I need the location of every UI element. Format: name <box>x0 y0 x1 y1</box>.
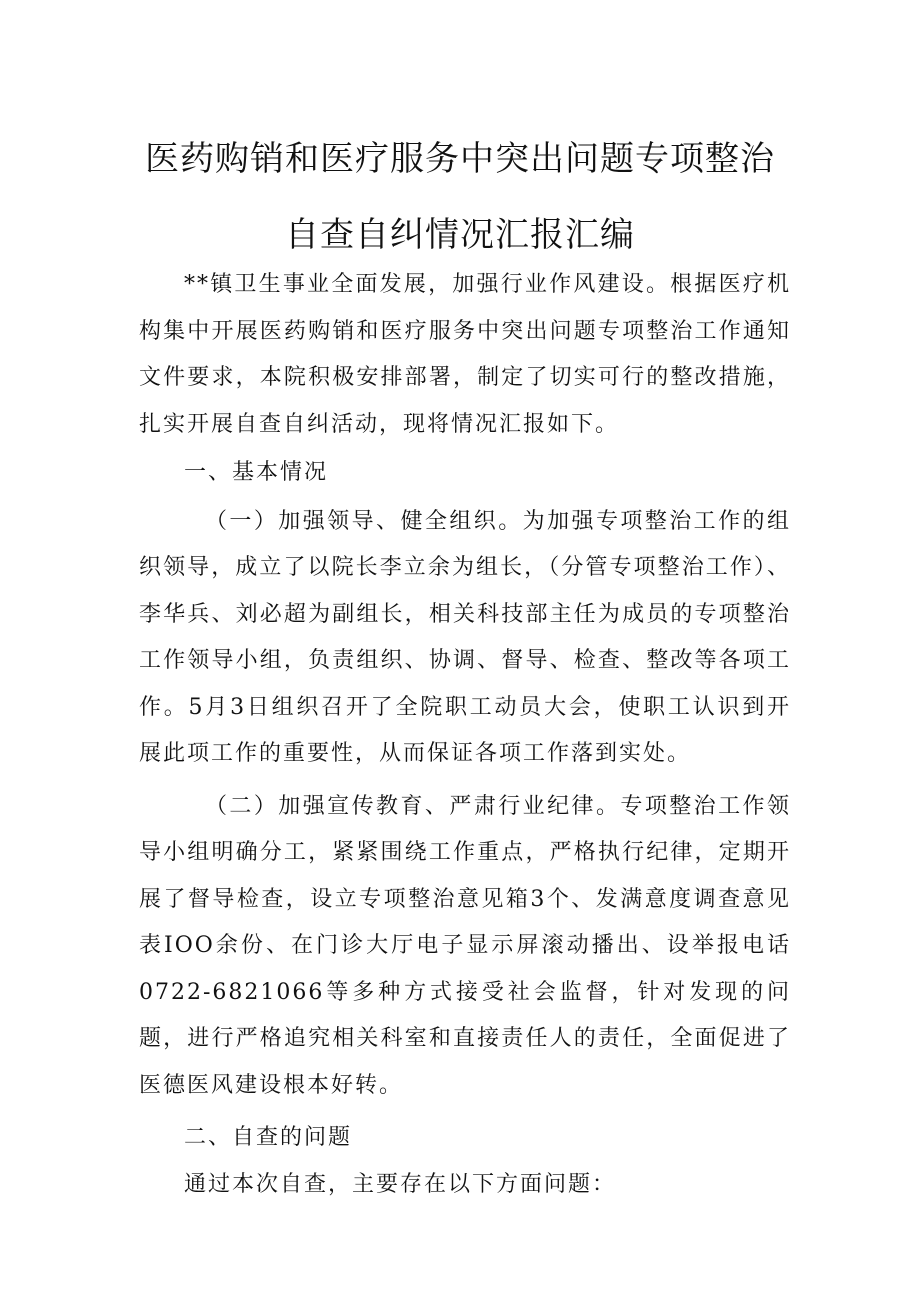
paragraph-publicity: （二）加强宣传教育、严肃行业纪律。专项整治工作领导小组明确分工，紧紧围绕工作重点，严格执行纪律，定期开展了督导检查，设立专项整治意见箱3个、发满意度调查意见表IOO余份、在门诊大厅电子显示屏滚动播出、设举报电话0722-6821066等多种方式接受社会监督，针对发现的问题，进行严格追究相关科室和直接责任人的责任，全面促进了医德医风建设根本好转。 <box>139 793 791 1098</box>
document-title-line-1: 医药购销和医疗服务中突出问题专项整治 <box>145 139 775 179</box>
section-heading-basic-situation: 一、基本情况 <box>184 460 329 485</box>
section-heading-self-check-problems: 二、自查的问题 <box>184 1125 353 1150</box>
paragraph-leadership: （一）加强领导、健全组织。为加强专项整治工作的组织领导，成立了以院长李立余为组长，（分管专项整治工作）、李华兵、刘必超为副组长，相关科技部主任为成员的专项整治工作领导小组，负责组织、协调、督导、检查、整改等各项工作。5月3日组织召开了全院职工动员大会，使职工认识到开展此项工作的重要性，从而保证各项工作落到实处。 <box>139 508 791 766</box>
document-body <box>139 262 791 1208</box>
intro-paragraph: **镇卫生事业全面发展，加强行业作风建设。根据医疗机构集中开展医药购销和医疗服务中突出问题专项整治工作通知文件要求，本院积极安排部署，制定了切实可行的整改措施，扎实开展自查自纠活动，现将情况汇报如下。 <box>139 272 791 437</box>
paragraph-problems-intro: 通过本次自查，主要存在以下方面问题： <box>184 1171 617 1197</box>
document-title-line-2: 自查自纠情况汇报汇编 <box>285 215 635 255</box>
